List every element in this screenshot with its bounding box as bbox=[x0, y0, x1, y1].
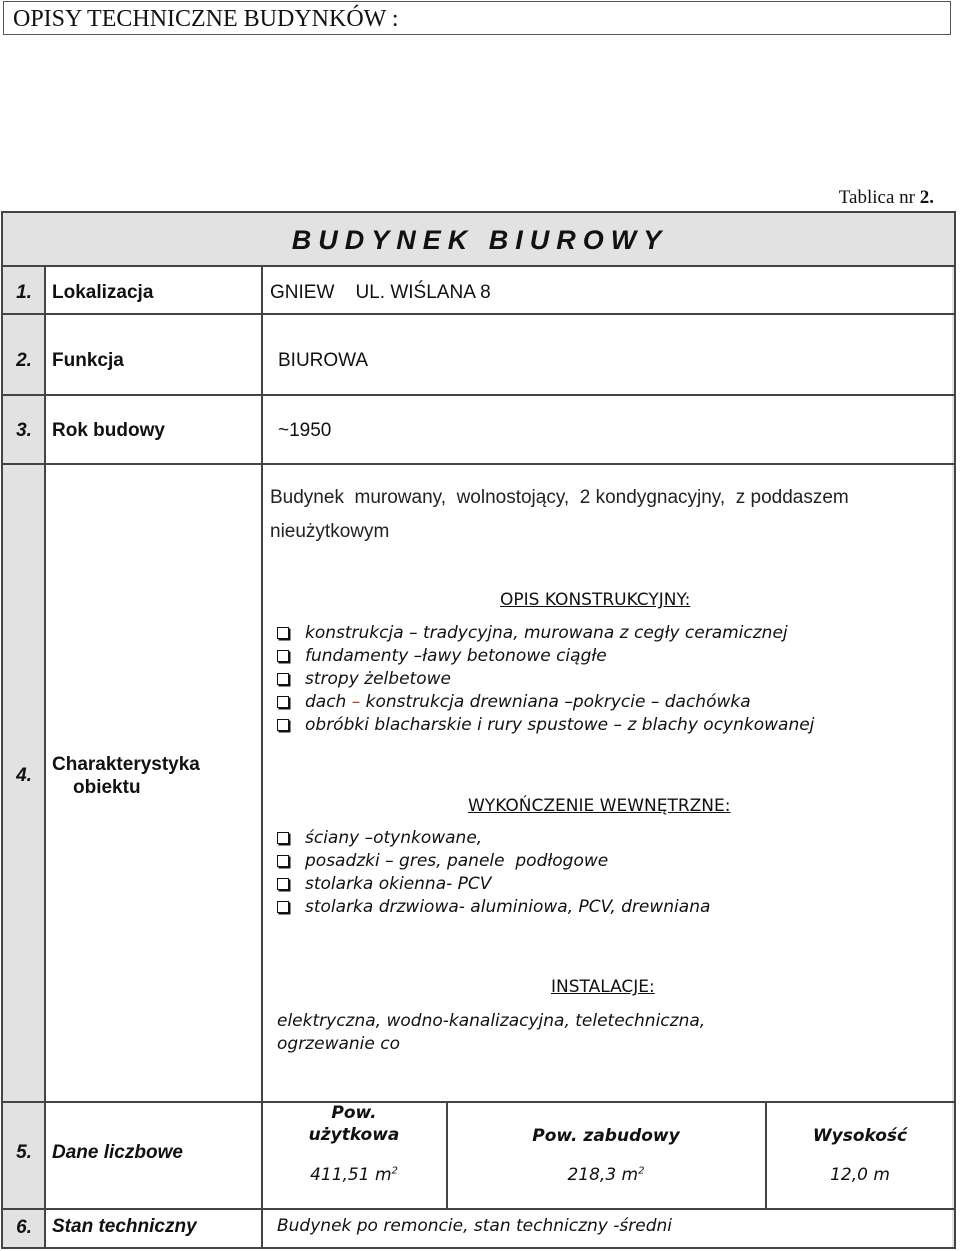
table-number-value: 2 bbox=[919, 187, 930, 208]
list-item-text: posadzki – gres, panele podłogowe bbox=[305, 851, 609, 871]
list-item-text: ściany –otynkowane, bbox=[305, 828, 483, 848]
list-item bbox=[277, 714, 814, 737]
red-dash: – bbox=[351, 692, 361, 712]
list-item bbox=[277, 645, 814, 668]
document-title: OPISY TECHNICZNE BUDYNKÓW : bbox=[13, 6, 399, 32]
list-item-text: obróbki blacharskie i rury spustowe – z blachy ocynkowanej bbox=[305, 715, 815, 735]
row-number-1: 1. bbox=[16, 282, 32, 303]
unit-superscript: 2 bbox=[391, 1165, 398, 1177]
checkbox-bullet-icon bbox=[277, 832, 289, 844]
finishing-section-title: WYKOŃCZENIE WEWNĘTRZNE: bbox=[468, 796, 731, 816]
list-item-text: stropy żelbetowe bbox=[305, 669, 451, 689]
list-item bbox=[277, 873, 710, 896]
row-number-2: 2. bbox=[16, 350, 32, 371]
row-value-lokalizacja: GNIEW UL. WIŚLANA 8 bbox=[270, 282, 491, 303]
row-number-4: 4. bbox=[16, 765, 32, 786]
row-label-stan-techniczny: Stan techniczny bbox=[52, 1216, 197, 1237]
row-label-lokalizacja: Lokalizacja bbox=[52, 282, 154, 303]
list-item-text: fundamenty –ławy betonowe ciągłe bbox=[305, 646, 607, 666]
row-label-dane-liczbowe: Dane liczbowe bbox=[52, 1142, 183, 1163]
list-item bbox=[277, 827, 710, 850]
row-number-5: 5. bbox=[16, 1142, 32, 1163]
usable-area-value bbox=[262, 1165, 446, 1185]
table-number bbox=[839, 187, 934, 209]
row-label-charakterystyka: Charakterystyka bbox=[52, 754, 200, 775]
built-area-number: 218,3 m bbox=[567, 1165, 639, 1185]
unit-superscript: 2 bbox=[638, 1165, 645, 1177]
installations-line1: elektryczna, wodno-kanalizacyjna, teletechniczna, bbox=[277, 1011, 706, 1031]
checkbox-bullet-icon bbox=[277, 901, 289, 913]
list-item bbox=[277, 896, 710, 919]
building-description-line2: nieużytkowym bbox=[270, 521, 390, 542]
row-number-6: 6. bbox=[16, 1217, 32, 1238]
list-item bbox=[277, 850, 710, 873]
height-value: 12,0 m bbox=[830, 1165, 890, 1185]
construction-list bbox=[277, 622, 814, 737]
document-header bbox=[3, 1, 951, 35]
list-item bbox=[277, 668, 814, 691]
list-item bbox=[277, 691, 814, 714]
usable-area-header bbox=[262, 1103, 446, 1145]
row-value-stan-techniczny: Budynek po remoncie, stan techniczny -średni bbox=[277, 1216, 672, 1236]
installations-section-title: INSTALACJE: bbox=[551, 977, 655, 997]
usable-area-number: 411,51 m bbox=[310, 1165, 392, 1185]
list-item bbox=[277, 622, 814, 645]
row-value-funkcja: BIUROWA bbox=[278, 350, 369, 371]
table-number-dot: . bbox=[929, 187, 934, 208]
checkbox-bullet-icon bbox=[277, 627, 289, 639]
list-item-text: dach bbox=[305, 692, 352, 712]
list-item-text: stolarka okienna- PCV bbox=[305, 874, 492, 894]
checkbox-bullet-icon bbox=[277, 650, 289, 662]
built-area-value bbox=[447, 1165, 765, 1185]
row-label-obiektu: obiektu bbox=[73, 777, 141, 798]
list-item-text: konstrukcja – tradycyjna, murowana z cegły ceramicznej bbox=[305, 623, 788, 643]
checkbox-bullet-icon bbox=[277, 696, 289, 708]
built-area-header: Pow. zabudowy bbox=[532, 1126, 680, 1146]
row-value-rok-budowy: ~1950 bbox=[278, 420, 332, 441]
list-item-text: stolarka drzwiowa- aluminiowa, PCV, drewniana bbox=[305, 897, 711, 917]
height-header: Wysokość bbox=[812, 1126, 908, 1146]
usable-area-header-line2: użytkowa bbox=[308, 1125, 400, 1145]
checkbox-bullet-icon bbox=[277, 719, 289, 731]
construction-section-title: OPIS KONSTRUKCYJNY: bbox=[500, 590, 691, 610]
building-description-line1: Budynek murowany, wolnostojący, 2 kondygnacyjny, z poddaszem bbox=[270, 487, 849, 508]
row-label-rok-budowy: Rok budowy bbox=[52, 420, 165, 441]
checkbox-bullet-icon bbox=[277, 673, 289, 685]
installations-line2: ogrzewanie co bbox=[277, 1034, 400, 1054]
row-number-3: 3. bbox=[16, 420, 32, 441]
row-label-funkcja: Funkcja bbox=[52, 350, 124, 371]
list-item-text: konstrukcja drewniana –pokrycie – dachówka bbox=[360, 692, 751, 712]
building-type-title: BUDYNEK BIUROWY bbox=[291, 225, 669, 255]
finishing-list bbox=[277, 827, 710, 919]
checkbox-bullet-icon bbox=[277, 855, 289, 867]
usable-area-header-line1: Pow. bbox=[331, 1103, 377, 1123]
table-number-label: Tablica nr bbox=[838, 187, 915, 208]
checkbox-bullet-icon bbox=[277, 878, 289, 890]
